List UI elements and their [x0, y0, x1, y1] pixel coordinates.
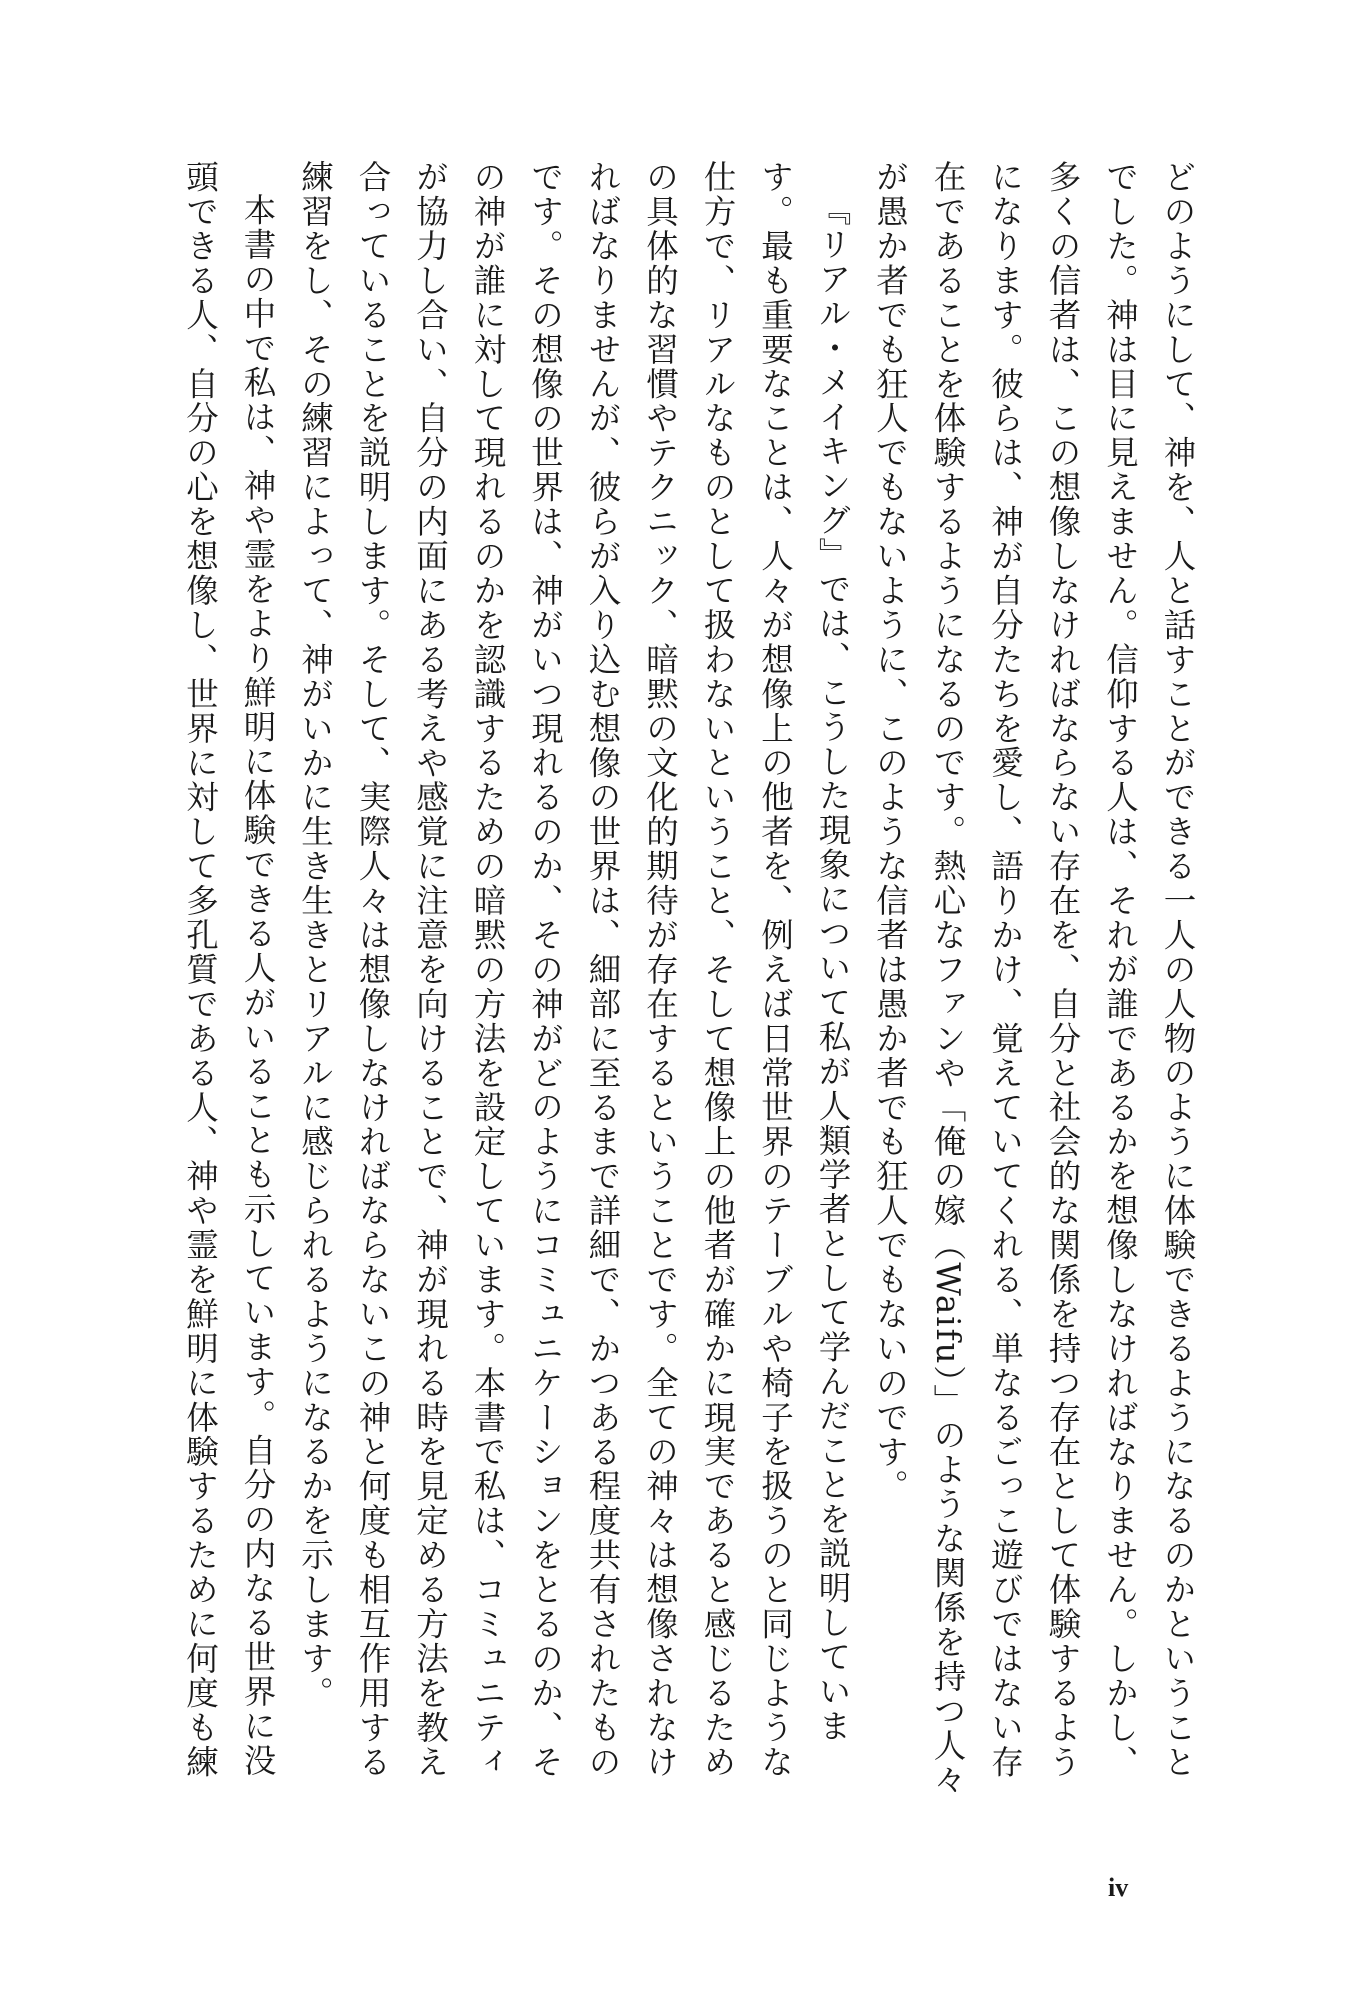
body-paragraph-2: 『リアル・メイキング』では、こうした現象について私が人類学者として学んだことを説明しています。最も重要なことは、人々が想像上の他者を、例えば日常世界のテーブルや椅子を扱うのと同じような仕方で、リアルなものとして扱わないということ、そして想像上の他者が確かに現実であると感じるための具体的な習慣やテクニック、暗黙の文化的期待が存在するということです。全ての神々は想像されなければなりませんが、彼らが入り込む想像の世界は、細部に至るまで詳細で、かつある程度共有されたものです。その想像の世界は、神がいつ現れるのか、その神がどのようにコミュニケーションをとるのか、その神が誰に対して現れるのかを認識するための暗黙の方法を設定しています。本書で私は、コミュニティが協力し合い、自分の内面にある考えや感覚に注意を向けることで、神が現れる時を見定める方法を教え合っていることを説明します。そして、実際人々は想像しなければならないこの神と何度も相互作用する練習をし、その練習によって、神がいかに生き生きとリアルに感じられるようになるかを示します。: [296, 160, 852, 1780]
vertical-body-text: [136, 160, 1206, 1800]
body-paragraph-1: どのようにして、神を、人と話すことができる一人の人物のように体験できるようになるのかということでした。神は目に見えません。信仰する人は、それが誰であるかを想像しなければなりません。しかし、多くの信者は、この想像しなければならない存在を、自分と社会的な関係を持つ存在として体験するようになります。彼らは、神が自分たちを愛し、語りかけ、覚えていてくれる、単なるごっこ遊びではない存在であることを体験するようになるのです。熱心なファンや「俺の嫁（Waifu）」のような関係を持つ人々が愚か者でも狂人でもないように、このような信者は愚か者でも狂人でもないのです。: [871, 160, 1197, 1798]
page-number: iv: [1108, 1873, 1129, 1902]
body-paragraph-3: 本書の中で私は、神や霊をより鮮明に体験できる人がいることも示しています。自分の内なる世界に没頭できる人、自分の心を想像し、世界に対して多孔質である人、神や霊を鮮明に体験するために何度も練: [181, 160, 277, 1780]
